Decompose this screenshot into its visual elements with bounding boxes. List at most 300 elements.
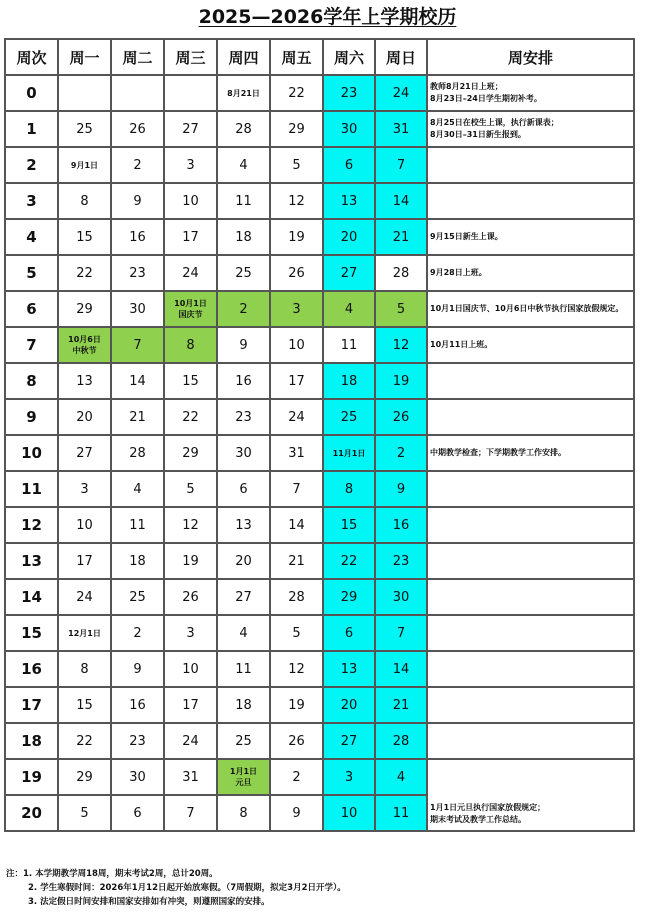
day-text: 9 bbox=[292, 805, 301, 821]
day-cell-mon bbox=[58, 687, 111, 723]
day-cell-mon bbox=[58, 615, 111, 651]
day-text: 22 bbox=[340, 553, 358, 569]
day-text: 21 bbox=[288, 553, 305, 569]
week-row bbox=[5, 651, 634, 687]
day-text: 21 bbox=[129, 409, 146, 425]
day-text: 27 bbox=[340, 265, 358, 281]
day-text: 8 bbox=[344, 481, 354, 497]
day-text: 23 bbox=[235, 409, 252, 425]
day-cell-fri bbox=[270, 579, 323, 615]
day-cell-sat bbox=[323, 219, 375, 255]
week-row bbox=[5, 363, 634, 399]
day-cell-thu bbox=[217, 615, 270, 651]
week-arrangement bbox=[427, 723, 634, 759]
day-text: 22 bbox=[76, 265, 93, 281]
day-text: 30 bbox=[392, 589, 410, 605]
day-cell-sun bbox=[375, 291, 427, 327]
day-text: 27 bbox=[235, 589, 252, 605]
day-cell-wed bbox=[164, 579, 217, 615]
week-number: 18 bbox=[5, 723, 58, 759]
day-text: 22 bbox=[288, 85, 305, 101]
week-row bbox=[5, 219, 634, 255]
day-text: 17 bbox=[288, 373, 305, 389]
day-cell-sun bbox=[375, 795, 427, 831]
week-number: 10 bbox=[5, 435, 58, 471]
arrangement-text: 8月30日–31日新生报到。 bbox=[430, 130, 526, 139]
week-number: 4 bbox=[5, 219, 58, 255]
day-cell-thu bbox=[217, 795, 270, 831]
day-cell-mon bbox=[58, 219, 111, 255]
week-row bbox=[5, 579, 634, 615]
day-cell-sun bbox=[375, 183, 427, 219]
day-text: 26 bbox=[129, 121, 146, 137]
day-cell-thu bbox=[217, 183, 270, 219]
day-text: 31 bbox=[392, 121, 410, 137]
day-cell-sun bbox=[375, 327, 427, 363]
week-row bbox=[5, 111, 634, 147]
day-cell-sun bbox=[375, 759, 427, 795]
day-text: 8 bbox=[80, 193, 89, 209]
day-text: 24 bbox=[288, 409, 305, 425]
day-cell-tue bbox=[111, 795, 164, 831]
day-text: 20 bbox=[340, 697, 358, 713]
week-number: 11 bbox=[5, 471, 58, 507]
arrangement-text: 8月23日–24日学生期初补考。 bbox=[430, 94, 542, 103]
day-cell-sat bbox=[323, 435, 375, 471]
day-cell-thu bbox=[217, 111, 270, 147]
day-cell-sat bbox=[323, 183, 375, 219]
week-arrangement bbox=[427, 75, 634, 111]
day-text: 1月1日 bbox=[229, 767, 258, 776]
day-text: 23 bbox=[340, 85, 358, 101]
day-cell-mon bbox=[58, 543, 111, 579]
day-text: 7 bbox=[396, 625, 406, 641]
header-wed: 周三 bbox=[164, 39, 217, 75]
day-cell-sat bbox=[323, 363, 375, 399]
day-text: 22 bbox=[76, 733, 93, 749]
day-text: 20 bbox=[340, 229, 358, 245]
day-text: 7 bbox=[292, 481, 301, 497]
week-number: 16 bbox=[5, 651, 58, 687]
day-cell-wed bbox=[164, 219, 217, 255]
day-cell-thu bbox=[217, 651, 270, 687]
day-cell-mon bbox=[58, 291, 111, 327]
week-arrangement bbox=[427, 291, 634, 327]
day-cell-wed bbox=[164, 795, 217, 831]
week-number: 20 bbox=[5, 795, 58, 831]
day-cell-thu bbox=[217, 327, 270, 363]
day-text: 9 bbox=[133, 193, 142, 209]
day-cell-wed bbox=[164, 363, 217, 399]
day-text: 16 bbox=[129, 229, 146, 245]
day-cell-wed bbox=[164, 687, 217, 723]
week-number: 9 bbox=[5, 399, 58, 435]
week-row bbox=[5, 327, 634, 363]
day-cell-tue bbox=[111, 147, 164, 183]
day-text: 20 bbox=[76, 409, 93, 425]
week-row bbox=[5, 723, 634, 759]
day-cell-sat bbox=[323, 651, 375, 687]
day-cell-tue bbox=[111, 327, 164, 363]
day-cell-wed bbox=[164, 255, 217, 291]
day-text: 25 bbox=[340, 409, 358, 425]
day-cell-thu bbox=[217, 255, 270, 291]
day-cell-mon bbox=[58, 507, 111, 543]
school-calendar-table bbox=[4, 38, 635, 832]
week-arrangement bbox=[427, 147, 634, 183]
week-row bbox=[5, 435, 634, 471]
day-cell-fri bbox=[270, 111, 323, 147]
day-text: 16 bbox=[392, 517, 410, 533]
day-text: 28 bbox=[235, 121, 252, 137]
day-cell-sat bbox=[323, 291, 375, 327]
day-cell-sun bbox=[375, 579, 427, 615]
day-cell-sun bbox=[375, 543, 427, 579]
day-text: 30 bbox=[340, 121, 358, 137]
day-cell-sat bbox=[323, 111, 375, 147]
day-text: 10 bbox=[340, 805, 358, 821]
week-number: 3 bbox=[5, 183, 58, 219]
day-text: 17 bbox=[182, 229, 199, 245]
day-cell-fri bbox=[270, 399, 323, 435]
day-text: 6 bbox=[239, 481, 248, 497]
week-row bbox=[5, 615, 634, 651]
day-cell-thu bbox=[217, 471, 270, 507]
day-cell-fri bbox=[270, 363, 323, 399]
day-text: 7 bbox=[396, 157, 406, 173]
day-text: 7 bbox=[186, 805, 195, 821]
day-cell-mon bbox=[58, 327, 111, 363]
week-arrangement bbox=[427, 507, 634, 543]
week-number: 8 bbox=[5, 363, 58, 399]
day-text: 9月1日 bbox=[70, 160, 99, 170]
day-cell-mon bbox=[58, 795, 111, 831]
day-cell-sat bbox=[323, 75, 375, 111]
day-text: 28 bbox=[392, 733, 410, 749]
day-cell-sat bbox=[323, 471, 375, 507]
week-row bbox=[5, 291, 634, 327]
day-text: 9 bbox=[133, 661, 142, 677]
day-cell-wed bbox=[164, 183, 217, 219]
day-text: 31 bbox=[288, 445, 305, 461]
day-text: 2 bbox=[133, 625, 142, 641]
header-tue: 周二 bbox=[111, 39, 164, 75]
week-arrangement bbox=[427, 255, 634, 291]
day-text: 29 bbox=[182, 445, 199, 461]
arrangement-text: 9月15日新生上课。 bbox=[430, 232, 503, 241]
week-row bbox=[5, 687, 634, 723]
day-cell-mon bbox=[58, 435, 111, 471]
day-text: 29 bbox=[288, 121, 305, 137]
day-text: 5 bbox=[292, 157, 301, 173]
day-cell-wed bbox=[164, 507, 217, 543]
week-row bbox=[5, 759, 634, 795]
day-cell-sat bbox=[323, 579, 375, 615]
day-text: 30 bbox=[235, 445, 252, 461]
day-text: 28 bbox=[129, 445, 146, 461]
day-cell-fri bbox=[270, 543, 323, 579]
day-cell-thu bbox=[217, 363, 270, 399]
day-cell-sun bbox=[375, 255, 427, 291]
day-cell-wed bbox=[164, 327, 217, 363]
day-text: 3 bbox=[344, 769, 354, 785]
day-text: 21 bbox=[392, 229, 410, 245]
day-cell-tue bbox=[111, 399, 164, 435]
week-arrangement bbox=[427, 327, 634, 363]
week-number: 7 bbox=[5, 327, 58, 363]
header-thu: 周四 bbox=[217, 39, 270, 75]
day-text: 19 bbox=[182, 553, 199, 569]
day-text: 6 bbox=[344, 625, 354, 641]
day-text: 24 bbox=[182, 733, 199, 749]
day-cell-wed bbox=[164, 543, 217, 579]
day-cell-tue bbox=[111, 759, 164, 795]
day-cell-mon bbox=[58, 759, 111, 795]
day-cell-sun bbox=[375, 435, 427, 471]
day-text: 11 bbox=[129, 517, 146, 533]
day-text: 29 bbox=[76, 769, 93, 785]
arrangement-text: 教师8月21日上班； bbox=[430, 82, 503, 91]
day-cell-tue bbox=[111, 183, 164, 219]
day-text: 19 bbox=[288, 697, 305, 713]
day-cell-tue bbox=[111, 75, 164, 111]
week-arrangement bbox=[427, 651, 634, 687]
day-text: 10 bbox=[182, 661, 199, 677]
day-text: 3 bbox=[80, 481, 89, 497]
day-text: 2 bbox=[396, 445, 406, 461]
day-cell-sat bbox=[323, 543, 375, 579]
header-mon: 周一 bbox=[58, 39, 111, 75]
day-cell-thu bbox=[217, 543, 270, 579]
week-arrangement bbox=[427, 111, 634, 147]
arrangement-text: 1月1日元旦执行国家放假规定； bbox=[430, 803, 546, 812]
day-cell-sat bbox=[323, 255, 375, 291]
week-row bbox=[5, 471, 634, 507]
day-cell-fri bbox=[270, 759, 323, 795]
day-cell-wed bbox=[164, 651, 217, 687]
day-cell-sun bbox=[375, 651, 427, 687]
week-row bbox=[5, 543, 634, 579]
day-text: 4 bbox=[133, 481, 142, 497]
day-cell-fri bbox=[270, 219, 323, 255]
day-text: 14 bbox=[392, 193, 410, 209]
day-text: 26 bbox=[288, 265, 305, 281]
week-number: 14 bbox=[5, 579, 58, 615]
day-cell-tue bbox=[111, 363, 164, 399]
day-cell-thu bbox=[217, 759, 270, 795]
footnote-2: 2. 学生寒假时间：2026年1月12日起开始放寒假。（7周假期，拟定3月2日开学）。 bbox=[28, 883, 346, 893]
day-cell-fri bbox=[270, 507, 323, 543]
day-text: 6 bbox=[133, 805, 142, 821]
day-cell-mon bbox=[58, 75, 111, 111]
day-text: 5 bbox=[396, 301, 406, 317]
day-cell-mon bbox=[58, 183, 111, 219]
day-cell-wed bbox=[164, 615, 217, 651]
day-text: 6 bbox=[344, 157, 354, 173]
day-text: 14 bbox=[392, 661, 410, 677]
day-text: 12 bbox=[182, 517, 199, 533]
header-week: 周次 bbox=[5, 39, 58, 75]
day-cell-fri bbox=[270, 471, 323, 507]
day-cell-sun bbox=[375, 471, 427, 507]
day-text: 18 bbox=[340, 373, 358, 389]
day-text: 9 bbox=[396, 481, 406, 497]
day-cell-thu bbox=[217, 219, 270, 255]
day-text: 25 bbox=[235, 733, 252, 749]
day-cell-tue bbox=[111, 543, 164, 579]
day-cell-sat bbox=[323, 147, 375, 183]
day-cell-tue bbox=[111, 651, 164, 687]
day-text: 中秋节 bbox=[72, 346, 97, 355]
day-text: 25 bbox=[76, 121, 93, 137]
day-cell-sun bbox=[375, 363, 427, 399]
day-text: 15 bbox=[76, 697, 93, 713]
day-text: 4 bbox=[396, 769, 406, 785]
day-cell-thu bbox=[217, 723, 270, 759]
week-arrangement bbox=[427, 471, 634, 507]
day-text: 18 bbox=[235, 229, 252, 245]
day-text: 26 bbox=[182, 589, 199, 605]
day-cell-sat bbox=[323, 399, 375, 435]
day-text: 11月1日 bbox=[332, 448, 366, 458]
day-text: 12 bbox=[288, 661, 305, 677]
week-arrangement bbox=[427, 687, 634, 723]
day-text: 5 bbox=[80, 805, 89, 821]
day-text: 28 bbox=[392, 265, 410, 281]
day-cell-wed bbox=[164, 75, 217, 111]
day-text: 28 bbox=[288, 589, 305, 605]
week-arrangement bbox=[427, 183, 634, 219]
day-cell-mon bbox=[58, 723, 111, 759]
header-sun: 周日 bbox=[375, 39, 427, 75]
day-cell-wed bbox=[164, 147, 217, 183]
day-text: 12 bbox=[288, 193, 305, 209]
day-text: 12月1日 bbox=[68, 628, 101, 638]
day-cell-sat bbox=[323, 795, 375, 831]
day-text: 15 bbox=[76, 229, 93, 245]
day-cell-fri bbox=[270, 327, 323, 363]
week-number: 0 bbox=[5, 75, 58, 111]
day-cell-thu bbox=[217, 579, 270, 615]
day-text: 3 bbox=[292, 301, 301, 317]
day-cell-tue bbox=[111, 255, 164, 291]
day-text: 15 bbox=[182, 373, 199, 389]
day-text: 30 bbox=[129, 769, 146, 785]
day-text: 20 bbox=[235, 553, 252, 569]
arrangement-text: 8月25日在校生上课，执行新课表； bbox=[430, 118, 559, 127]
day-cell-sat bbox=[323, 507, 375, 543]
day-text: 12 bbox=[392, 337, 410, 353]
footnote-1: 注：1. 本学期教学周18周，期末考试2周，总计20周。 bbox=[6, 869, 218, 879]
week-arrangement bbox=[427, 615, 634, 651]
day-text: 元旦 bbox=[235, 778, 252, 787]
day-text: 8 bbox=[239, 805, 248, 821]
day-cell-fri bbox=[270, 687, 323, 723]
day-text: 15 bbox=[340, 517, 358, 533]
day-text: 29 bbox=[76, 301, 93, 317]
day-text: 31 bbox=[182, 769, 199, 785]
day-cell-wed bbox=[164, 435, 217, 471]
week-number: 19 bbox=[5, 759, 58, 795]
day-text: 24 bbox=[182, 265, 199, 281]
week-arrangement bbox=[427, 399, 634, 435]
day-cell-mon bbox=[58, 363, 111, 399]
day-text: 24 bbox=[76, 589, 93, 605]
day-text: 11 bbox=[235, 193, 252, 209]
day-cell-tue bbox=[111, 219, 164, 255]
day-cell-tue bbox=[111, 579, 164, 615]
day-cell-wed bbox=[164, 759, 217, 795]
day-text: 14 bbox=[288, 517, 305, 533]
week-number: 1 bbox=[5, 111, 58, 147]
day-cell-sat bbox=[323, 759, 375, 795]
day-cell-wed bbox=[164, 291, 217, 327]
day-cell-mon bbox=[58, 651, 111, 687]
week-arrangement bbox=[427, 543, 634, 579]
day-cell-mon bbox=[58, 111, 111, 147]
day-text: 2 bbox=[133, 157, 142, 173]
day-cell-sat bbox=[323, 327, 375, 363]
week-row bbox=[5, 255, 634, 291]
day-cell-thu bbox=[217, 291, 270, 327]
day-text: 5 bbox=[292, 625, 301, 641]
day-text: 27 bbox=[340, 733, 358, 749]
day-text: 14 bbox=[129, 373, 146, 389]
day-cell-tue bbox=[111, 687, 164, 723]
week-number: 15 bbox=[5, 615, 58, 651]
week-number: 2 bbox=[5, 147, 58, 183]
day-cell-wed bbox=[164, 111, 217, 147]
day-cell-fri bbox=[270, 651, 323, 687]
day-text: 26 bbox=[392, 409, 410, 425]
day-cell-sun bbox=[375, 111, 427, 147]
day-cell-thu bbox=[217, 147, 270, 183]
day-text: 23 bbox=[129, 265, 146, 281]
day-cell-tue bbox=[111, 615, 164, 651]
day-text: 23 bbox=[129, 733, 146, 749]
day-cell-wed bbox=[164, 399, 217, 435]
day-text: 3 bbox=[186, 157, 195, 173]
day-cell-sun bbox=[375, 75, 427, 111]
footnotes bbox=[6, 867, 346, 909]
day-text: 3 bbox=[186, 625, 195, 641]
day-cell-sun bbox=[375, 399, 427, 435]
day-text: 30 bbox=[129, 301, 146, 317]
day-cell-sun bbox=[375, 147, 427, 183]
week-row bbox=[5, 147, 634, 183]
day-text: 11 bbox=[235, 661, 252, 677]
day-text: 29 bbox=[340, 589, 358, 605]
day-cell-mon bbox=[58, 471, 111, 507]
title-text: 2025—2026学年上学期校历 bbox=[198, 6, 457, 28]
day-cell-fri bbox=[270, 435, 323, 471]
day-cell-mon bbox=[58, 399, 111, 435]
day-cell-fri bbox=[270, 795, 323, 831]
week-arrangement bbox=[427, 219, 634, 255]
day-cell-fri bbox=[270, 75, 323, 111]
week-number: 5 bbox=[5, 255, 58, 291]
day-text: 17 bbox=[182, 697, 199, 713]
day-cell-sat bbox=[323, 687, 375, 723]
day-text: 23 bbox=[392, 553, 410, 569]
day-text: 22 bbox=[182, 409, 199, 425]
day-text: 8 bbox=[186, 337, 195, 353]
day-text: 7 bbox=[133, 337, 142, 353]
day-text: 2 bbox=[292, 769, 301, 785]
day-text: 19 bbox=[288, 229, 305, 245]
day-cell-wed bbox=[164, 471, 217, 507]
week-arrangement bbox=[427, 579, 634, 615]
